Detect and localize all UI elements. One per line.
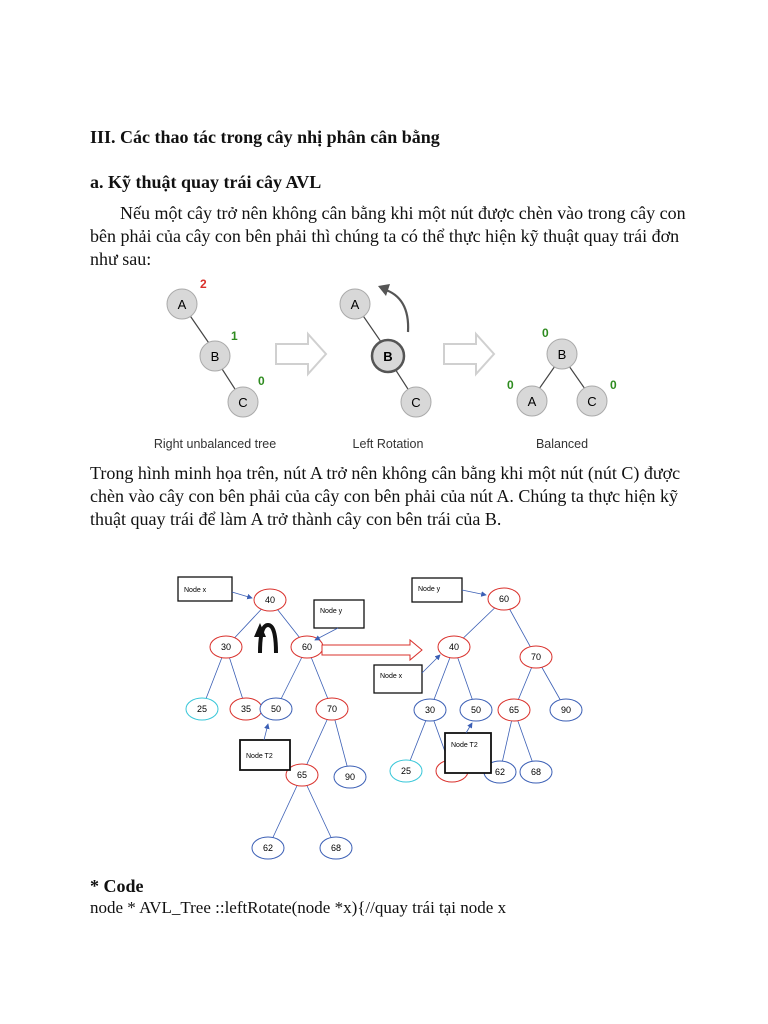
- tree3-node-a-label: A: [527, 394, 537, 409]
- svg-text:70: 70: [530, 652, 542, 662]
- svg-text:62: 62: [262, 843, 274, 853]
- svg-text:35: 35: [240, 704, 252, 714]
- svg-text:Node y: Node y: [320, 608, 343, 615]
- tree-left-rotation: [340, 284, 431, 451]
- svg-text:62: 62: [494, 767, 506, 777]
- tree3-node-c: [577, 386, 607, 416]
- tree1-node-b: [200, 341, 230, 371]
- after-node-25: [390, 760, 422, 782]
- tree-balanced: [507, 326, 617, 451]
- after-node-40: [438, 636, 470, 658]
- before-node-35: [230, 698, 262, 720]
- svg-text:90: 90: [344, 772, 356, 782]
- tree2-node-b: [372, 340, 404, 372]
- before-node-40: [254, 589, 286, 611]
- transition-arrow-2: [444, 334, 494, 374]
- before-tree: [186, 589, 366, 859]
- tree-right-unbalanced: [154, 277, 276, 451]
- section-subtitle: a. Kỹ thuật quay trái cây AVL: [90, 172, 322, 192]
- tree3-node-b-label: B: [557, 347, 567, 362]
- before-label-node-x: [178, 577, 252, 601]
- tree1-node-c: [228, 387, 258, 417]
- before-node-50: [260, 698, 292, 720]
- after-label-node-x: [374, 655, 440, 693]
- svg-text:60: 60: [498, 594, 510, 604]
- tree2-node-a-label: A: [350, 297, 360, 312]
- tree2-node-c-label: C: [411, 395, 421, 410]
- tree2-node-c: [401, 387, 431, 417]
- tree3-node-a: [517, 386, 547, 416]
- svg-text:40: 40: [264, 595, 276, 605]
- tree2-node-b-label: B: [383, 349, 393, 364]
- svg-text:40: 40: [448, 642, 460, 652]
- before-node-60: [291, 636, 323, 658]
- svg-text:90: 90: [560, 705, 572, 715]
- before-label-node-t2: [240, 724, 290, 770]
- after-label-node-y: [412, 578, 486, 602]
- svg-text:25: 25: [196, 704, 208, 714]
- paragraph-explanation: Trong hình minh họa trên, nút A trở nên không cân bằng khi một nút (nút C) được chèn vào cây con bên phải của cây con bên phải của nút A. Chúng ta thực hiện kỹ thuật quay trái để làm A trở thành cây con bên trái của B.: [90, 463, 681, 529]
- numeric-rotation-figure: [160, 565, 620, 865]
- code-title: * Code: [90, 876, 144, 896]
- caption-left-rotation: Left Rotation: [352, 437, 424, 451]
- tree1-node-b-label: B: [210, 349, 220, 364]
- section-title: III. Các thao tác trong cây nhị phân cân bằng: [90, 127, 440, 147]
- code-line: node * AVL_Tree ::leftRotate(node *x){//quay trái tại node x: [90, 898, 507, 917]
- after-node-90: [550, 699, 582, 721]
- after-node-50: [460, 699, 492, 721]
- tree2-node-a: [340, 289, 370, 319]
- tree3-balance-c: 0: [610, 378, 617, 392]
- after-node-68: [520, 761, 552, 783]
- svg-text:30: 30: [220, 642, 232, 652]
- transition-arrow: [322, 640, 422, 660]
- paragraph-intro: Nếu một cây trở nên không cân bằng khi một nút được chèn vào trong cây con bên phải của cây con bên phải thì chúng ta có thể thực hiện kỹ thuật quay trái đơn như sau:: [90, 203, 686, 269]
- svg-text:Node x: Node x: [380, 673, 403, 680]
- caption-right-unbalanced: Right unbalanced tree: [153, 437, 277, 451]
- tree1-node-a: [167, 289, 197, 319]
- svg-text:Node T2: Node T2: [246, 753, 273, 760]
- after-node-70: [520, 646, 552, 668]
- before-node-90: [334, 766, 366, 788]
- tree1-balance-a: 2: [200, 277, 207, 291]
- before-node-70: [316, 698, 348, 720]
- tree3-balance-b: 0: [542, 326, 549, 340]
- tree3-balance-a: 0: [507, 378, 514, 392]
- before-node-30: [210, 636, 242, 658]
- rotation-arrow: [383, 289, 408, 332]
- svg-text:65: 65: [296, 770, 308, 780]
- svg-text:60: 60: [301, 642, 313, 652]
- tree1-node-c-label: C: [238, 395, 248, 410]
- after-node-30: [414, 699, 446, 721]
- svg-text:50: 50: [470, 705, 482, 715]
- tree3-node-c-label: C: [587, 394, 597, 409]
- svg-text:Node T2: Node T2: [451, 742, 478, 749]
- svg-text:68: 68: [530, 767, 542, 777]
- svg-text:Node x: Node x: [184, 587, 207, 594]
- transition-arrow-1: [276, 334, 326, 374]
- svg-text:Node y: Node y: [418, 586, 441, 593]
- before-node-62: [252, 837, 284, 859]
- svg-text:70: 70: [326, 704, 338, 714]
- tree1-node-a-label: A: [177, 297, 187, 312]
- svg-text:68: 68: [330, 843, 342, 853]
- after-labels: [374, 578, 491, 773]
- caption-balanced: Balanced: [535, 437, 589, 451]
- svg-text:50: 50: [270, 704, 282, 714]
- svg-text:30: 30: [424, 705, 436, 715]
- before-node-68: [320, 837, 352, 859]
- tree1-balance-c: 0: [258, 374, 265, 388]
- left-rotation-figure: [140, 272, 640, 462]
- after-label-node-t2: [445, 723, 491, 773]
- svg-text:65: 65: [508, 705, 520, 715]
- tree3-node-b: [547, 339, 577, 369]
- after-node-65: [498, 699, 530, 721]
- svg-text:25: 25: [400, 766, 412, 776]
- tree1-balance-b: 1: [231, 329, 238, 343]
- before-label-node-y: [314, 600, 364, 640]
- after-node-60: [488, 588, 520, 610]
- before-node-25: [186, 698, 218, 720]
